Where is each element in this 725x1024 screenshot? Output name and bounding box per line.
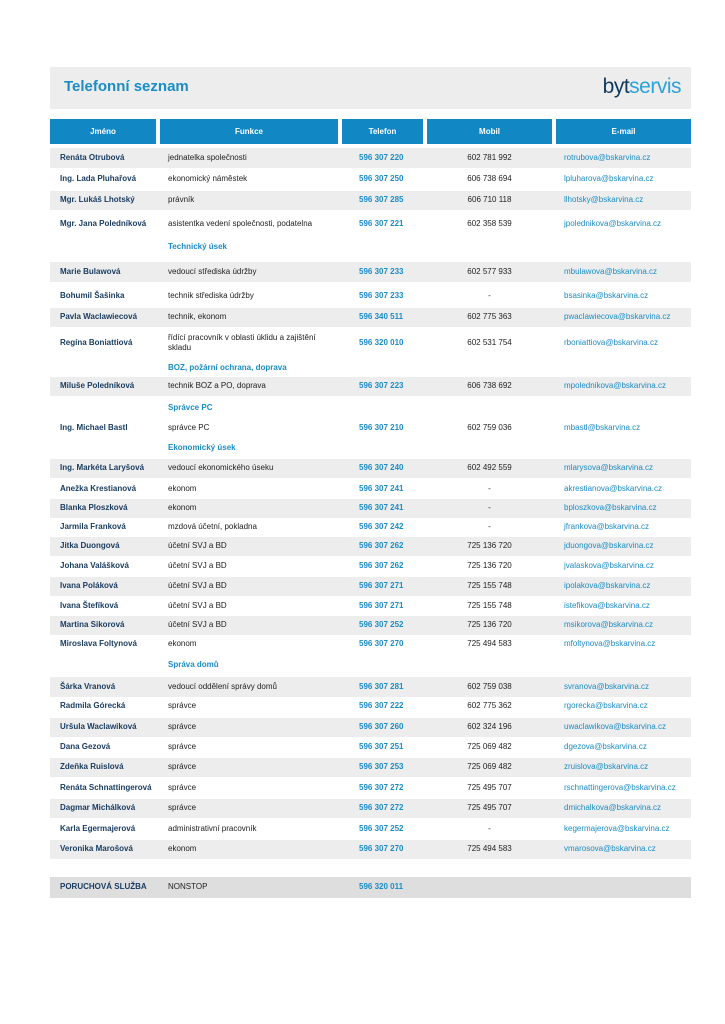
contact-mobile: 725 494 583 xyxy=(467,844,512,854)
table-row xyxy=(50,820,691,839)
contact-function: vedoucí oddělení správy domů xyxy=(168,681,277,691)
contact-function: ekonom xyxy=(168,844,197,854)
contact-function: správce xyxy=(168,701,197,711)
table-row xyxy=(50,799,691,818)
contact-email[interactable]: mfoltynova@bskarvina.cz xyxy=(564,638,656,648)
contact-name: Ing. Markéta Laryšová xyxy=(60,463,145,473)
contact-name: Dana Gezová xyxy=(60,742,111,752)
fault-service-phone[interactable]: 596 320 011 xyxy=(359,882,404,892)
contact-phone[interactable]: 596 307 233 xyxy=(359,290,404,300)
contact-function: technik střediska údržby xyxy=(168,290,254,300)
contact-function: vedoucí střediska údržby xyxy=(168,266,257,276)
contact-mobile: 725 136 720 xyxy=(467,561,512,571)
contact-email[interactable]: msikorova@bskarvina.cz xyxy=(564,620,654,630)
contact-name: Karla Egermajerová xyxy=(60,824,136,834)
contact-function: vedoucí ekonomického úseku xyxy=(168,463,274,473)
contact-name: Uršula Waclawiková xyxy=(60,722,137,732)
contact-phone[interactable]: 596 307 252 xyxy=(359,824,404,834)
column-header-function: Funkce xyxy=(160,119,338,144)
column-header-phone: Telefon xyxy=(342,119,423,144)
contact-phone[interactable]: 596 307 262 xyxy=(359,541,404,551)
contact-mobile: 725 494 583 xyxy=(467,638,512,648)
contact-phone[interactable]: 596 307 271 xyxy=(359,601,404,611)
section-heading: BOZ, požární ochrana, doprava xyxy=(168,363,287,372)
table-row xyxy=(50,840,691,859)
contact-function: asistentka vedení společnosti, podatelna xyxy=(168,218,313,228)
contact-mobile: 602 775 363 xyxy=(467,312,512,322)
contact-phone[interactable]: 596 307 220 xyxy=(359,152,404,162)
table-row xyxy=(50,377,691,396)
contact-name: Ing. Lada Pluhařová xyxy=(60,174,137,184)
section-heading: Technický úsek xyxy=(168,242,227,251)
contact-mobile: - xyxy=(488,503,491,513)
contact-email[interactable]: svranova@bskarvina.cz xyxy=(564,681,650,691)
contact-function: technik BOZ a PO, doprava xyxy=(168,381,266,391)
contact-name: Šárka Vranová xyxy=(60,681,116,691)
column-header-email: E-mail xyxy=(556,119,691,144)
contact-function: účetní SVJ a BD xyxy=(168,541,227,551)
table-row xyxy=(50,308,691,327)
contact-name: Miluše Poledníková xyxy=(60,381,135,391)
contact-function: správce xyxy=(168,762,197,772)
contact-name: Marie Bulawová xyxy=(60,266,121,276)
contact-mobile: 606 738 692 xyxy=(467,381,512,391)
contact-function: řídící pracovník v oblasti úklidu a zajištění skladu xyxy=(168,332,316,352)
contact-function: účetní SVJ a BD xyxy=(168,601,227,611)
contact-email[interactable]: pwaclawiecova@bskarvina.cz xyxy=(564,312,671,322)
contact-mobile: 725 069 482 xyxy=(467,762,512,772)
section-heading: Správce PC xyxy=(168,403,213,412)
contact-name: Regína Boniattiová xyxy=(60,337,133,347)
contact-name: Dagmar Michálková xyxy=(60,803,136,813)
table-row xyxy=(50,597,691,616)
contact-function: účetní SVJ a BD xyxy=(168,581,227,591)
column-header-name: Jméno xyxy=(50,119,156,144)
contact-mobile: - xyxy=(488,290,491,300)
contact-phone[interactable]: 596 307 285 xyxy=(359,195,404,205)
contact-mobile: 725 155 748 xyxy=(467,601,512,611)
contact-phone[interactable]: 596 307 281 xyxy=(359,681,404,691)
contact-email[interactable]: lpluharova@bskarvina.cz xyxy=(564,174,654,184)
contact-phone[interactable]: 596 307 241 xyxy=(359,503,404,513)
contact-phone[interactable]: 596 307 240 xyxy=(359,463,404,473)
contact-name: Blanka Ploszková xyxy=(60,503,128,513)
contact-email[interactable]: zruislova@bskarvina.cz xyxy=(564,762,649,772)
contact-mobile: 602 492 559 xyxy=(467,463,512,473)
table-row xyxy=(50,213,691,235)
fault-service-name: PORUCHOVÁ SLUŽBA xyxy=(60,882,147,892)
contact-name: Renáta Schnattingerová xyxy=(60,783,152,793)
contact-mobile: 725 136 720 xyxy=(467,541,512,551)
contact-name: Miroslava Foltynová xyxy=(60,638,137,648)
table-row xyxy=(50,718,691,737)
table-row xyxy=(50,697,691,716)
table-header xyxy=(50,119,691,144)
contact-email[interactable]: bsasinka@bskarvina.cz xyxy=(564,290,649,300)
contact-email[interactable]: uwaclawikova@bskarvina.cz xyxy=(564,722,666,732)
contact-email[interactable]: jfrankova@bskarvina.cz xyxy=(564,522,650,532)
contact-phone[interactable]: 596 307 260 xyxy=(359,722,404,732)
contact-mobile: 725 155 748 xyxy=(467,581,512,591)
section-heading: Ekonomický úsek xyxy=(168,443,236,452)
contact-mobile: - xyxy=(488,824,491,834)
column-header-mobile: Mobil xyxy=(427,119,552,144)
contact-function: správce xyxy=(168,783,197,793)
contact-email[interactable]: rboniattiova@bskarvina.cz xyxy=(564,337,658,347)
contact-email[interactable]: dmichalkova@bskarvina.cz xyxy=(564,803,662,813)
table-row xyxy=(50,616,691,635)
contact-email[interactable]: vmarosova@bskarvina.cz xyxy=(564,844,656,854)
contact-name: Pavla Waclawiecová xyxy=(60,312,138,322)
table-row xyxy=(50,779,691,798)
contact-mobile: 725 495 707 xyxy=(467,783,512,793)
contact-function: mzdová účetní, pokladna xyxy=(168,522,257,532)
table-row xyxy=(50,537,691,556)
contact-name: Veronika Marošová xyxy=(60,844,133,854)
contact-phone[interactable]: 596 307 241 xyxy=(359,484,404,494)
contact-phone[interactable]: 596 307 262 xyxy=(359,561,404,571)
contact-email[interactable]: llhotsky@bskarvina.cz xyxy=(564,195,644,205)
table-row xyxy=(50,191,691,210)
contact-mobile: - xyxy=(488,522,491,532)
contact-mobile: 602 358 539 xyxy=(467,218,512,228)
contact-email[interactable]: kegermajerova@bskarvina.cz xyxy=(564,824,670,834)
table-row xyxy=(50,148,691,168)
table-row xyxy=(50,557,691,576)
contact-email[interactable]: ipolakova@bskarvina.cz xyxy=(564,581,651,591)
contact-email[interactable]: bploszkova@bskarvina.cz xyxy=(564,503,657,513)
page-header xyxy=(50,67,691,109)
contact-phone[interactable]: 596 307 222 xyxy=(359,701,404,711)
contact-name: Bohumil Šašinka xyxy=(60,290,125,300)
table-row xyxy=(50,758,691,777)
contact-name: Jitka Duongová xyxy=(60,541,120,551)
contact-mobile: 602 775 362 xyxy=(467,701,512,711)
fault-service-hours: NONSTOP xyxy=(168,882,208,892)
contact-name: Johana Valášková xyxy=(60,561,129,571)
contact-name: Zdeňka Ruislová xyxy=(60,762,124,772)
contact-email[interactable]: rschnattingerova@bskarvina.cz xyxy=(564,783,676,793)
contact-function: účetní SVJ a BD xyxy=(168,620,227,630)
contact-name: Ing. Michael Bastl xyxy=(60,422,128,432)
contact-email[interactable]: mpolednikova@bskarvina.cz xyxy=(564,381,666,391)
contact-email[interactable]: jvalaskova@bskarvina.cz xyxy=(564,561,654,571)
contact-name: Anežka Krestianová xyxy=(60,484,137,494)
section-heading: Správa domů xyxy=(168,660,219,669)
contact-email[interactable]: jduongova@bskarvina.cz xyxy=(564,541,654,551)
table-row xyxy=(50,286,691,306)
contact-phone[interactable]: 596 307 270 xyxy=(359,638,404,648)
contact-mobile: 602 577 933 xyxy=(467,266,512,276)
contact-phone[interactable]: 596 307 252 xyxy=(359,620,404,630)
contact-phone[interactable]: 596 340 511 xyxy=(359,312,404,322)
contact-email[interactable]: rotrubova@bskarvina.cz xyxy=(564,152,651,162)
contact-function: jednatelka společnosti xyxy=(168,152,247,162)
table-row xyxy=(50,262,691,282)
contact-name: Mgr. Jana Poledníková xyxy=(60,218,147,228)
contact-name: Martina Sikorová xyxy=(60,620,125,630)
contact-function: administrativní pracovník xyxy=(168,824,257,834)
contact-function: technik, ekonom xyxy=(168,312,227,322)
contact-function: právník xyxy=(168,195,195,205)
fault-service-row xyxy=(50,877,691,898)
contact-email[interactable]: akrestianova@bskarvina.cz xyxy=(564,484,662,494)
table-row xyxy=(50,499,691,518)
contact-function: ekonom xyxy=(168,638,197,648)
contact-email[interactable]: mlarysova@bskarvina.cz xyxy=(564,463,654,473)
table-row xyxy=(50,480,691,499)
contact-mobile: 602 531 754 xyxy=(467,337,512,347)
contact-name: Ivana Poláková xyxy=(60,581,118,591)
contact-email[interactable]: mbastl@bskarvina.cz xyxy=(564,422,641,432)
table-row xyxy=(50,329,691,357)
contact-mobile: 606 710 118 xyxy=(467,195,512,205)
contact-name: Mgr. Lukáš Lhotský xyxy=(60,195,135,205)
table-row xyxy=(50,518,691,537)
table-row xyxy=(50,418,691,438)
contact-phone[interactable]: 596 307 272 xyxy=(359,783,404,793)
contact-mobile: 725 136 720 xyxy=(467,620,512,630)
contact-mobile: 725 069 482 xyxy=(467,742,512,752)
table-row xyxy=(50,577,691,596)
contact-phone[interactable]: 596 307 251 xyxy=(359,742,404,752)
contact-mobile: 602 781 992 xyxy=(467,152,512,162)
table-row xyxy=(50,738,691,757)
contact-phone[interactable]: 596 307 210 xyxy=(359,422,404,432)
contact-mobile: 602 759 036 xyxy=(467,422,512,432)
contact-function: správce xyxy=(168,722,197,732)
contact-name: Radmila Górecká xyxy=(60,701,126,711)
contact-email[interactable]: istefikova@bskarvina.cz xyxy=(564,601,650,611)
contact-function: ekonom xyxy=(168,503,197,513)
contact-name: Jarmila Franková xyxy=(60,522,126,532)
contact-phone[interactable]: 596 307 270 xyxy=(359,844,404,854)
contact-phone[interactable]: 596 307 221 xyxy=(359,218,404,228)
contact-mobile: 725 495 707 xyxy=(467,803,512,813)
contact-function: ekonomický náměstek xyxy=(168,174,248,184)
company-logo: bytservis xyxy=(602,75,681,98)
contact-phone[interactable]: 596 307 250 xyxy=(359,174,404,184)
contact-mobile: 606 738 694 xyxy=(467,174,512,184)
contact-mobile: 602 324 196 xyxy=(467,722,512,732)
contact-phone[interactable]: 596 307 253 xyxy=(359,762,404,772)
table-row xyxy=(50,170,691,189)
contact-phone[interactable]: 596 307 223 xyxy=(359,381,404,391)
contact-email[interactable]: rgorecka@bskarvina.cz xyxy=(564,701,648,711)
contact-function: správce xyxy=(168,803,197,813)
contact-email[interactable]: dgezova@bskarvina.cz xyxy=(564,742,647,752)
contact-mobile: 602 759 038 xyxy=(467,681,512,691)
table-row xyxy=(50,635,691,653)
contact-phone[interactable]: 596 307 272 xyxy=(359,803,404,813)
table-row xyxy=(50,677,691,697)
contact-name: Ivana Štefíková xyxy=(60,601,119,611)
contact-function: ekonom xyxy=(168,484,197,494)
page-title: Telefonní seznam xyxy=(64,78,189,95)
contact-phone[interactable]: 596 307 233 xyxy=(359,266,404,276)
table-row xyxy=(50,459,691,478)
contact-mobile: - xyxy=(488,484,491,494)
contact-phone[interactable]: 596 320 010 xyxy=(359,337,404,347)
contact-phone[interactable]: 596 307 242 xyxy=(359,522,404,532)
contact-function: správce PC xyxy=(168,422,210,432)
contact-phone[interactable]: 596 307 271 xyxy=(359,581,404,591)
contact-email[interactable]: jpolednikova@bskarvina.cz xyxy=(564,218,662,228)
contact-function: účetní SVJ a BD xyxy=(168,561,227,571)
contact-email[interactable]: mbulawova@bskarvina.cz xyxy=(564,266,658,276)
contact-function: správce xyxy=(168,742,197,752)
contact-name: Renáta Otrubová xyxy=(60,152,125,162)
